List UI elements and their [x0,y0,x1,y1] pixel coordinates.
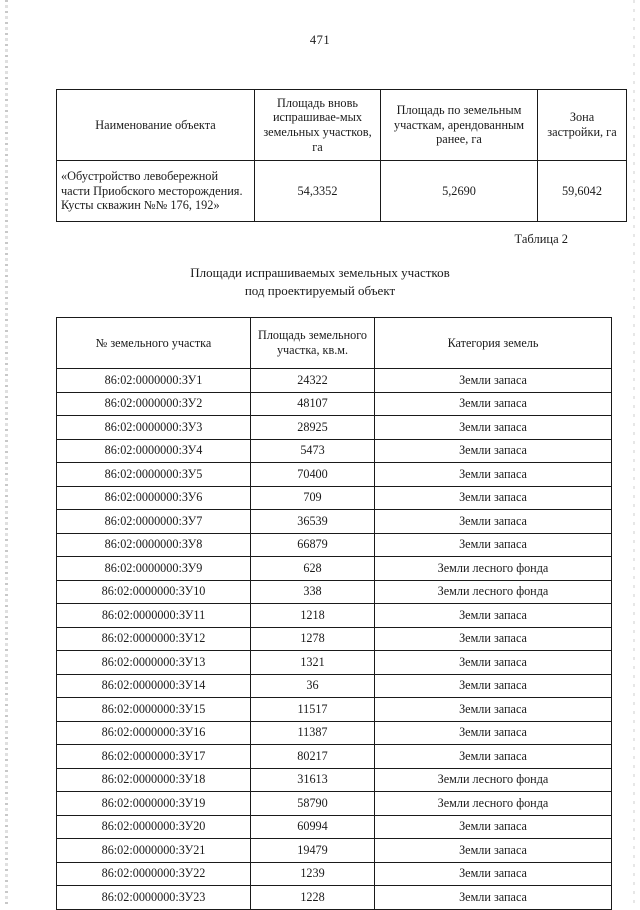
column-header-leased-area: Площадь по земельным участкам, арендованным ранее, га [381,90,538,161]
cell-plot-area: 338 [251,580,375,604]
cell-plot-number: 86:02:0000000:ЗУ13 [57,651,251,675]
cell-plot-number: 86:02:0000000:ЗУ2 [57,392,251,416]
column-header-plot-area: Площадь земельного участка, кв.м. [251,318,375,369]
section-title [0,264,640,301]
cell-plot-area: 48107 [251,392,375,416]
cell-plot-number: 86:02:0000000:ЗУ10 [57,580,251,604]
table-row [57,721,612,745]
table-row [57,745,612,769]
column-header-new-area: Площадь вновь испрашивае-мых земельных участков, га [255,90,381,161]
cell-plot-number: 86:02:0000000:ЗУ14 [57,674,251,698]
cell-land-category: Земли лесного фонда [375,768,612,792]
cell-land-category: Земли запаса [375,886,612,910]
table-row [57,862,612,886]
table-row [57,557,612,581]
cell-plot-area: 1278 [251,627,375,651]
cell-land-category: Земли запаса [375,439,612,463]
cell-plot-area: 31613 [251,768,375,792]
table-row [57,416,612,440]
cell-land-category: Земли лесного фонда [375,557,612,581]
cell-land-category: Земли запаса [375,533,612,557]
table-header-row [57,318,612,369]
cell-land-category: Земли запаса [375,745,612,769]
cell-land-category: Земли запаса [375,698,612,722]
section-title-line-2: под проектируемый объект [244,283,396,299]
cell-land-category: Земли запаса [375,604,612,628]
table-row [57,463,612,487]
cell-land-category: Земли лесного фонда [375,792,612,816]
cell-land-category: Земли запаса [375,486,612,510]
cell-plot-number: 86:02:0000000:ЗУ21 [57,839,251,863]
cell-plot-area: 28925 [251,416,375,440]
table-row [57,439,612,463]
cell-plot-number: 86:02:0000000:ЗУ18 [57,768,251,792]
project-areas-table [56,89,627,222]
table-row [57,886,612,910]
cell-plot-number: 86:02:0000000:ЗУ23 [57,886,251,910]
table-row [57,510,612,534]
table-row [57,698,612,722]
land-plots-table-body [57,369,612,910]
table-row [57,839,612,863]
table-row [57,815,612,839]
cell-plot-area: 36 [251,674,375,698]
table-row [57,161,627,222]
table-row [57,369,612,393]
table-row [57,533,612,557]
cell-land-category: Земли запаса [375,416,612,440]
cell-land-category: Земли запаса [375,651,612,675]
cell-plot-number: 86:02:0000000:ЗУ15 [57,698,251,722]
cell-plot-number: 86:02:0000000:ЗУ5 [57,463,251,487]
scan-artifact-right [633,0,635,905]
cell-land-category: Земли запаса [375,674,612,698]
cell-plot-area: 60994 [251,815,375,839]
cell-plot-area: 5473 [251,439,375,463]
table-row [57,392,612,416]
cell-plot-area: 1228 [251,886,375,910]
cell-plot-area: 709 [251,486,375,510]
cell-plot-number: 86:02:0000000:ЗУ22 [57,862,251,886]
cell-plot-number: 86:02:0000000:ЗУ9 [57,557,251,581]
cell-plot-area: 70400 [251,463,375,487]
cell-land-category: Земли запаса [375,463,612,487]
table-label: Таблица 2 [514,232,568,246]
table-row [57,792,612,816]
column-header-build-zone: Зона застройки, га [538,90,627,161]
table-row [57,627,612,651]
cell-land-category: Земли запаса [375,862,612,886]
cell-plot-number: 86:02:0000000:ЗУ11 [57,604,251,628]
cell-plot-area: 19479 [251,839,375,863]
table-row [57,651,612,675]
column-header-object-name: Наименование объекта [57,90,255,161]
table-row [57,674,612,698]
cell-leased-area: 5,2690 [381,161,538,222]
page-number: 471 [309,33,331,47]
cell-plot-number: 86:02:0000000:ЗУ17 [57,745,251,769]
table-header-row [57,90,627,161]
cell-object-name: «Обустройство левобережной части Приобского месторождения. Кусты скважин №№ 176, 192» [57,161,255,222]
cell-land-category: Земли запаса [375,815,612,839]
table-row [57,768,612,792]
cell-build-zone: 59,6042 [538,161,627,222]
cell-land-category: Земли запаса [375,627,612,651]
cell-plot-number: 86:02:0000000:ЗУ3 [57,416,251,440]
table-row [57,486,612,510]
land-plots-table [56,317,612,910]
section-title-line-1: Площади испрашиваемых земельных участков [190,265,450,280]
cell-plot-number: 86:02:0000000:ЗУ19 [57,792,251,816]
cell-land-category: Земли запаса [375,510,612,534]
column-header-plot-number: № земельного участка [57,318,251,369]
cell-plot-area: 66879 [251,533,375,557]
cell-plot-area: 36539 [251,510,375,534]
cell-new-area: 54,3352 [255,161,381,222]
cell-land-category: Земли запаса [375,839,612,863]
table-row [57,580,612,604]
cell-plot-area: 1321 [251,651,375,675]
cell-plot-number: 86:02:0000000:ЗУ16 [57,721,251,745]
cell-plot-area: 1218 [251,604,375,628]
cell-plot-number: 86:02:0000000:ЗУ1 [57,369,251,393]
column-header-land-category: Категория земель [375,318,612,369]
cell-land-category: Земли запаса [375,369,612,393]
cell-plot-number: 86:02:0000000:ЗУ20 [57,815,251,839]
scan-artifact-left [5,0,8,905]
cell-plot-area: 11387 [251,721,375,745]
cell-plot-area: 628 [251,557,375,581]
cell-land-category: Земли лесного фонда [375,580,612,604]
cell-plot-area: 24322 [251,369,375,393]
cell-plot-area: 80217 [251,745,375,769]
cell-land-category: Земли запаса [375,721,612,745]
cell-plot-number: 86:02:0000000:ЗУ4 [57,439,251,463]
cell-plot-area: 11517 [251,698,375,722]
cell-plot-number: 86:02:0000000:ЗУ8 [57,533,251,557]
cell-plot-number: 86:02:0000000:ЗУ12 [57,627,251,651]
cell-land-category: Земли запаса [375,392,612,416]
cell-plot-number: 86:02:0000000:ЗУ6 [57,486,251,510]
cell-plot-area: 1239 [251,862,375,886]
cell-plot-number: 86:02:0000000:ЗУ7 [57,510,251,534]
cell-plot-area: 58790 [251,792,375,816]
table-row [57,604,612,628]
